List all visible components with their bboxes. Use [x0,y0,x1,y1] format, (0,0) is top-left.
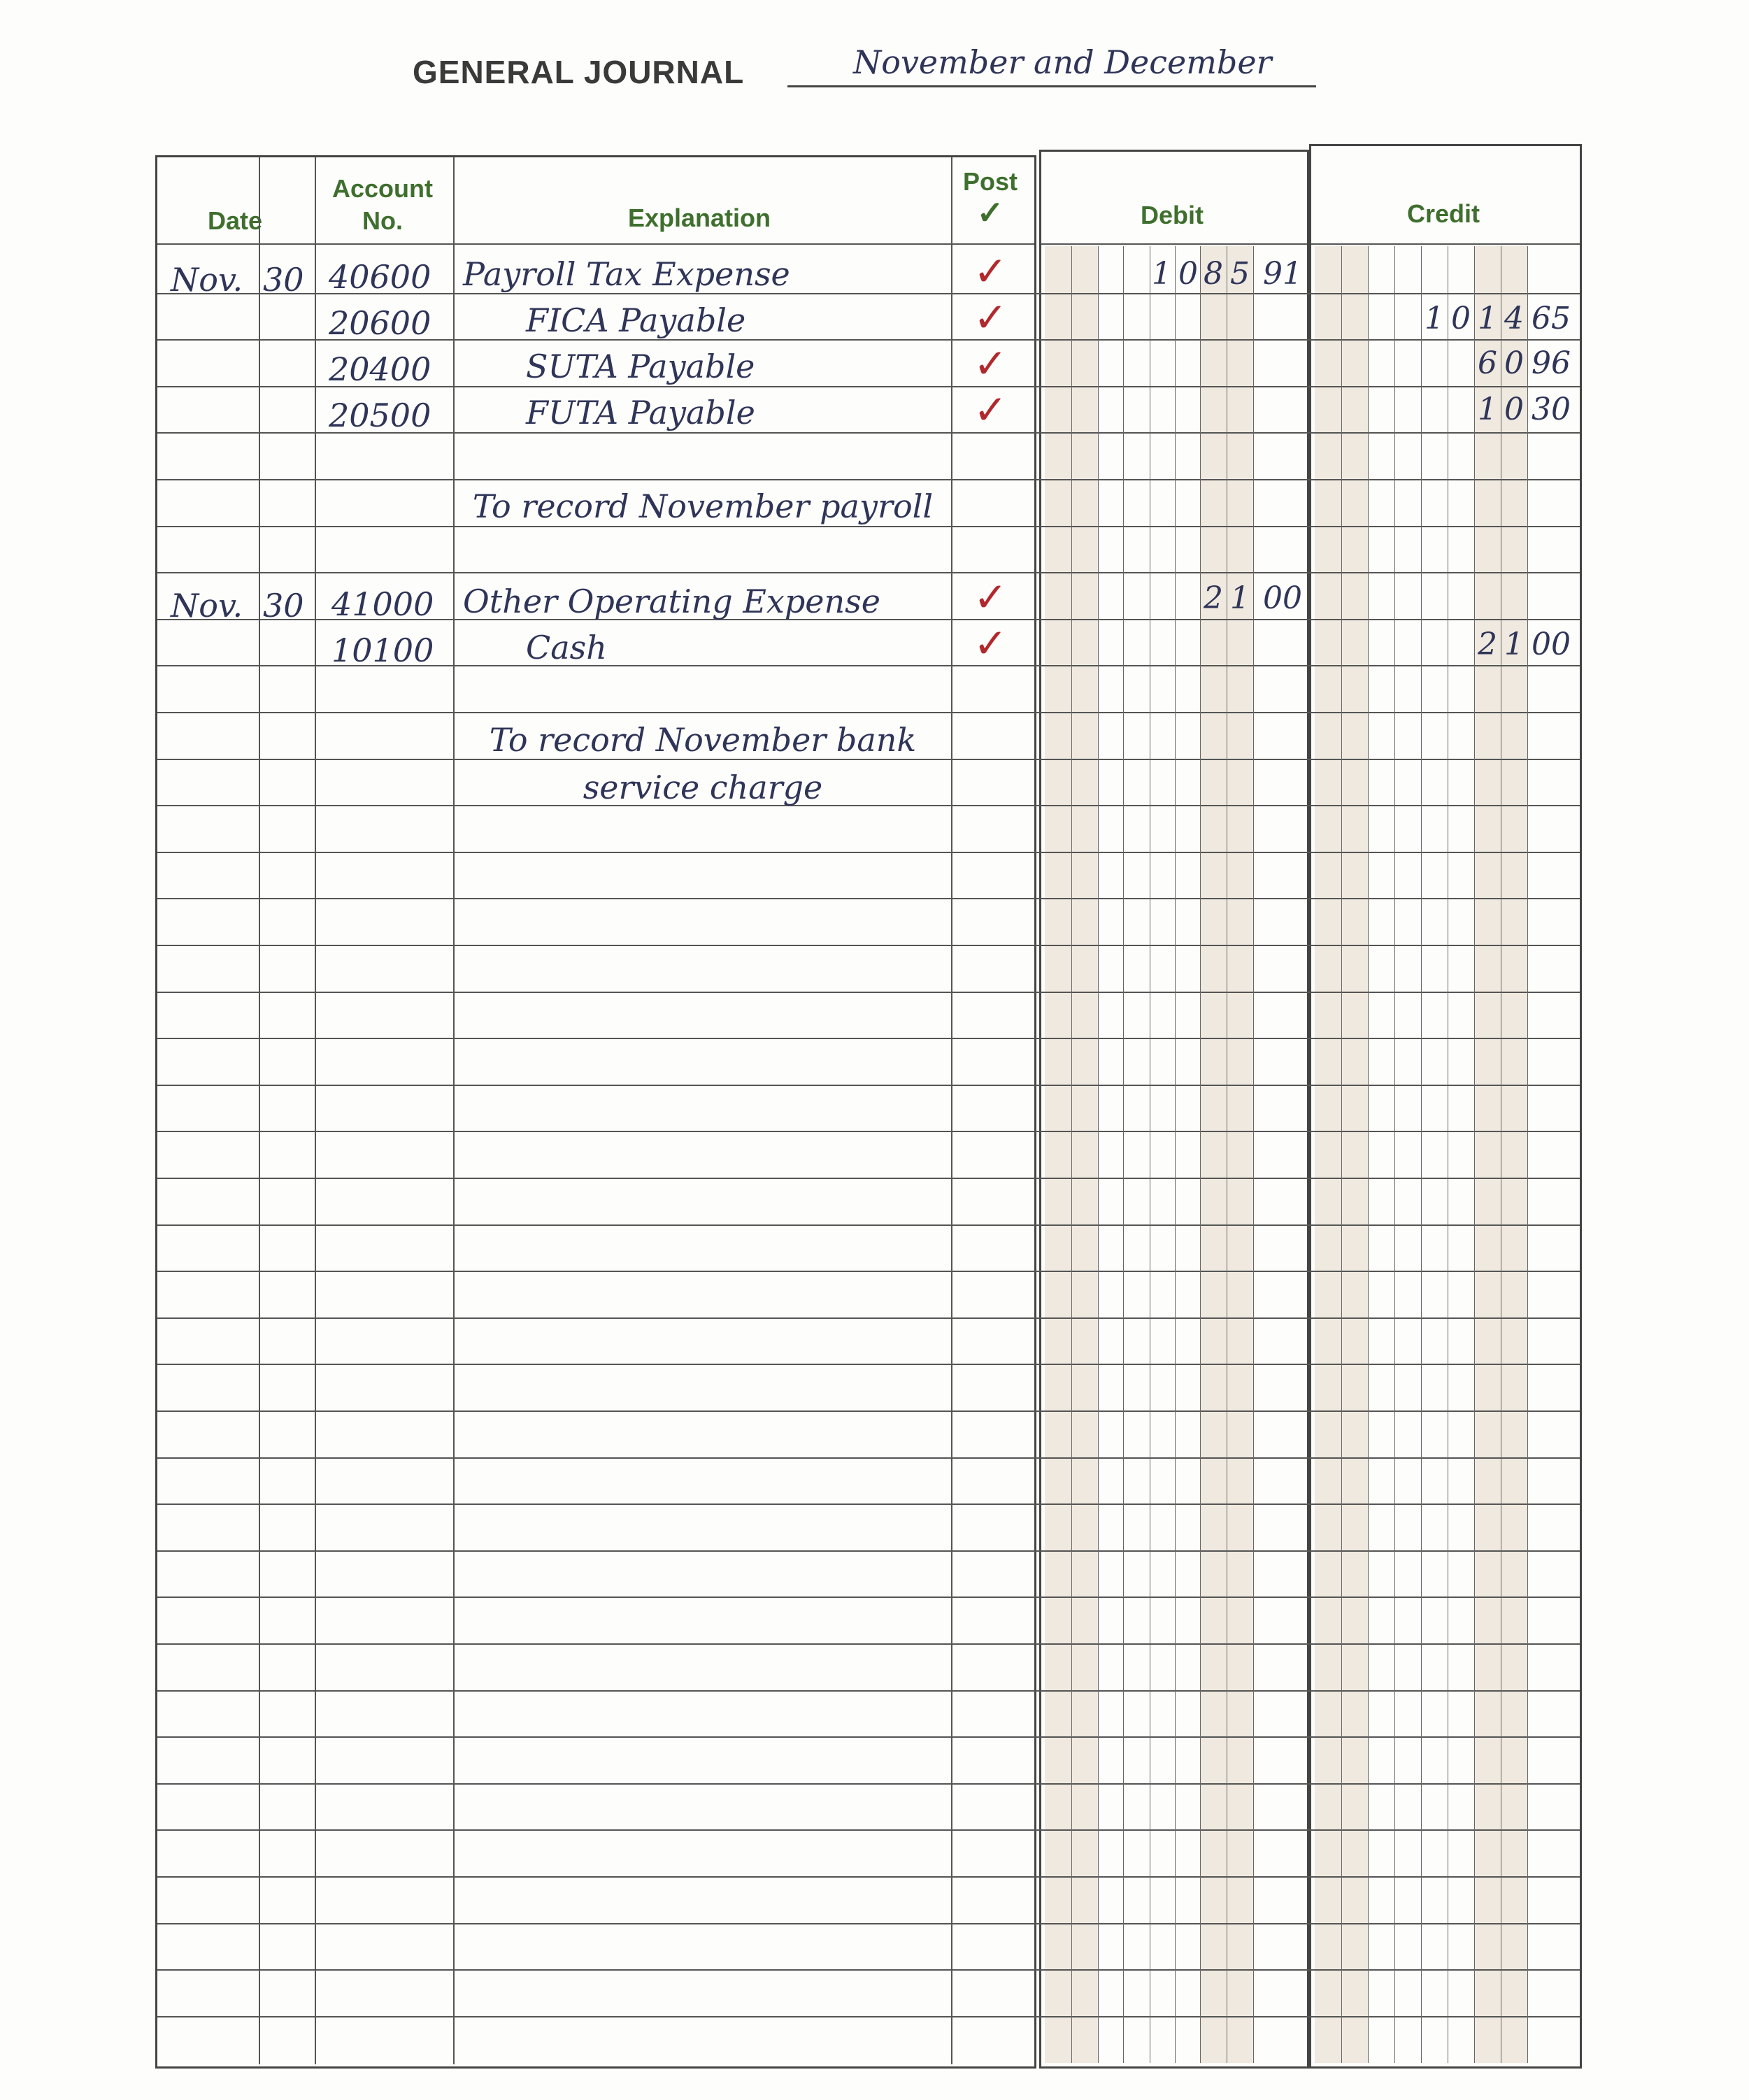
entry-month: Nov. [171,261,243,299]
entry-memo: service charge [583,769,823,806]
money-column-divider [1253,246,1254,2063]
account-number: 20500 [329,397,431,434]
debit-digit: 0 [1178,256,1198,292]
line-explanation: FICA Payable [526,301,746,339]
post-check-icon: ✓ [973,620,1008,667]
account-number: 41000 [331,585,434,623]
money-column-divider [1098,246,1099,2063]
debit-digit: 2 [1204,580,1223,616]
money-column-divider [1474,246,1475,2063]
account-number: 20400 [329,350,431,388]
entry-month: Nov. [171,587,243,624]
debit-digit: 1 [1230,580,1250,616]
credit-digit: 1 [1425,301,1444,336]
entry-memo: To record November bank [489,721,917,759]
row-rule [157,852,1580,853]
line-explanation: Cash [526,629,607,666]
credit-header: Credit [1406,199,1480,228]
money-column-divider [1527,246,1528,2063]
column-divider [315,157,316,2064]
column-divider [951,157,952,2064]
row-rule [157,1457,1580,1459]
header-rule [157,243,1034,245]
row-rule [157,1131,1580,1132]
account-number: 20600 [329,304,431,342]
column-divider [453,157,455,2064]
row-rule [157,1085,1580,1086]
row-rule [157,945,1580,946]
post-check-icon: ✓ [973,248,1008,295]
account-header-line1: Account [332,174,433,203]
credit-digit: 1 [1478,301,1497,336]
row-rule [157,898,1580,899]
line-explanation: Other Operating Expense [463,583,880,620]
post-check-icon: ✓ [973,294,1008,341]
debit-digit: 1 [1152,256,1171,292]
money-column-divider [1123,246,1124,2063]
money-column-divider [1200,246,1201,2063]
credit-cents: 65 [1532,301,1571,336]
money-column-divider [1368,246,1369,2063]
credit-digit: 0 [1504,392,1524,427]
row-rule [157,1410,1580,1412]
post-check-icon: ✓ [973,386,1008,434]
credit-digit: 4 [1504,301,1524,336]
line-explanation: Payroll Tax Expense [463,255,790,293]
row-rule [157,1783,1580,1785]
row-rule [157,1829,1580,1831]
header-rule [1041,243,1307,245]
credit-cents: 30 [1532,392,1571,427]
credit-cents: 96 [1532,345,1571,381]
row-rule [157,479,1580,480]
row-rule [157,1503,1580,1505]
account-header-line2: No. [362,206,403,235]
money-column-divider [1341,246,1342,2063]
row-rule [157,1969,1580,1971]
money-column-divider [1071,246,1072,2063]
column-divider [259,157,260,2064]
entry-day: 30 [263,261,304,299]
header-rule [1311,243,1580,245]
credit-cents: 00 [1532,627,1571,662]
debit-digit: 5 [1230,256,1250,292]
entry-memo: To record November payroll [472,487,934,525]
row-rule [157,1876,1580,1878]
debit-cents: 91 [1263,256,1302,292]
line-explanation: FUTA Payable [526,394,755,431]
post-check-icon: ✓ [973,573,1008,621]
debit-digit: 8 [1204,256,1223,292]
credit-digit: 1 [1504,627,1524,662]
row-rule [157,572,1580,573]
row-rule [157,1597,1580,1598]
row-rule [157,1736,1580,1738]
row-rule [157,1224,1580,1226]
period-underline [787,85,1316,87]
date-header: Date [207,206,263,235]
row-rule [157,1178,1580,1179]
credit-digit: 0 [1451,301,1471,336]
row-rule [157,1643,1580,1645]
money-column-divider [1421,246,1422,2063]
row-rule [157,1550,1580,1552]
credit-digit: 1 [1478,392,1497,427]
money-column-divider [1394,246,1395,2063]
journal-header [413,43,1322,99]
entry-day: 30 [263,587,304,624]
account-number: 40600 [329,258,431,296]
row-rule [157,1364,1580,1365]
row-rule [157,992,1580,993]
line-explanation: SUTA Payable [526,348,755,385]
money-column-divider [1175,246,1176,2063]
row-rule [157,2016,1580,2017]
credit-digit: 6 [1478,345,1497,381]
row-rule [157,1271,1580,1272]
credit-digit: 2 [1478,627,1497,662]
row-rule [157,1690,1580,1692]
journal-period: November and December [853,43,1272,81]
credit-digit: 0 [1504,345,1524,381]
post-check-icon: ✓ [973,340,1008,387]
explanation-header: Explanation [627,203,771,232]
account-number: 10100 [331,631,434,669]
post-header-check-icon: ✓ [976,194,1004,231]
row-rule [157,1317,1580,1319]
debit-header: Debit [1141,201,1204,229]
row-rule [157,1038,1580,1039]
post-header: Post [962,167,1018,196]
debit-cents: 00 [1263,580,1302,616]
row-rule [157,1923,1580,1924]
left-section-box [155,155,1036,2069]
row-rule [157,712,1580,713]
journal-title: GENERAL JOURNAL [413,54,745,90]
